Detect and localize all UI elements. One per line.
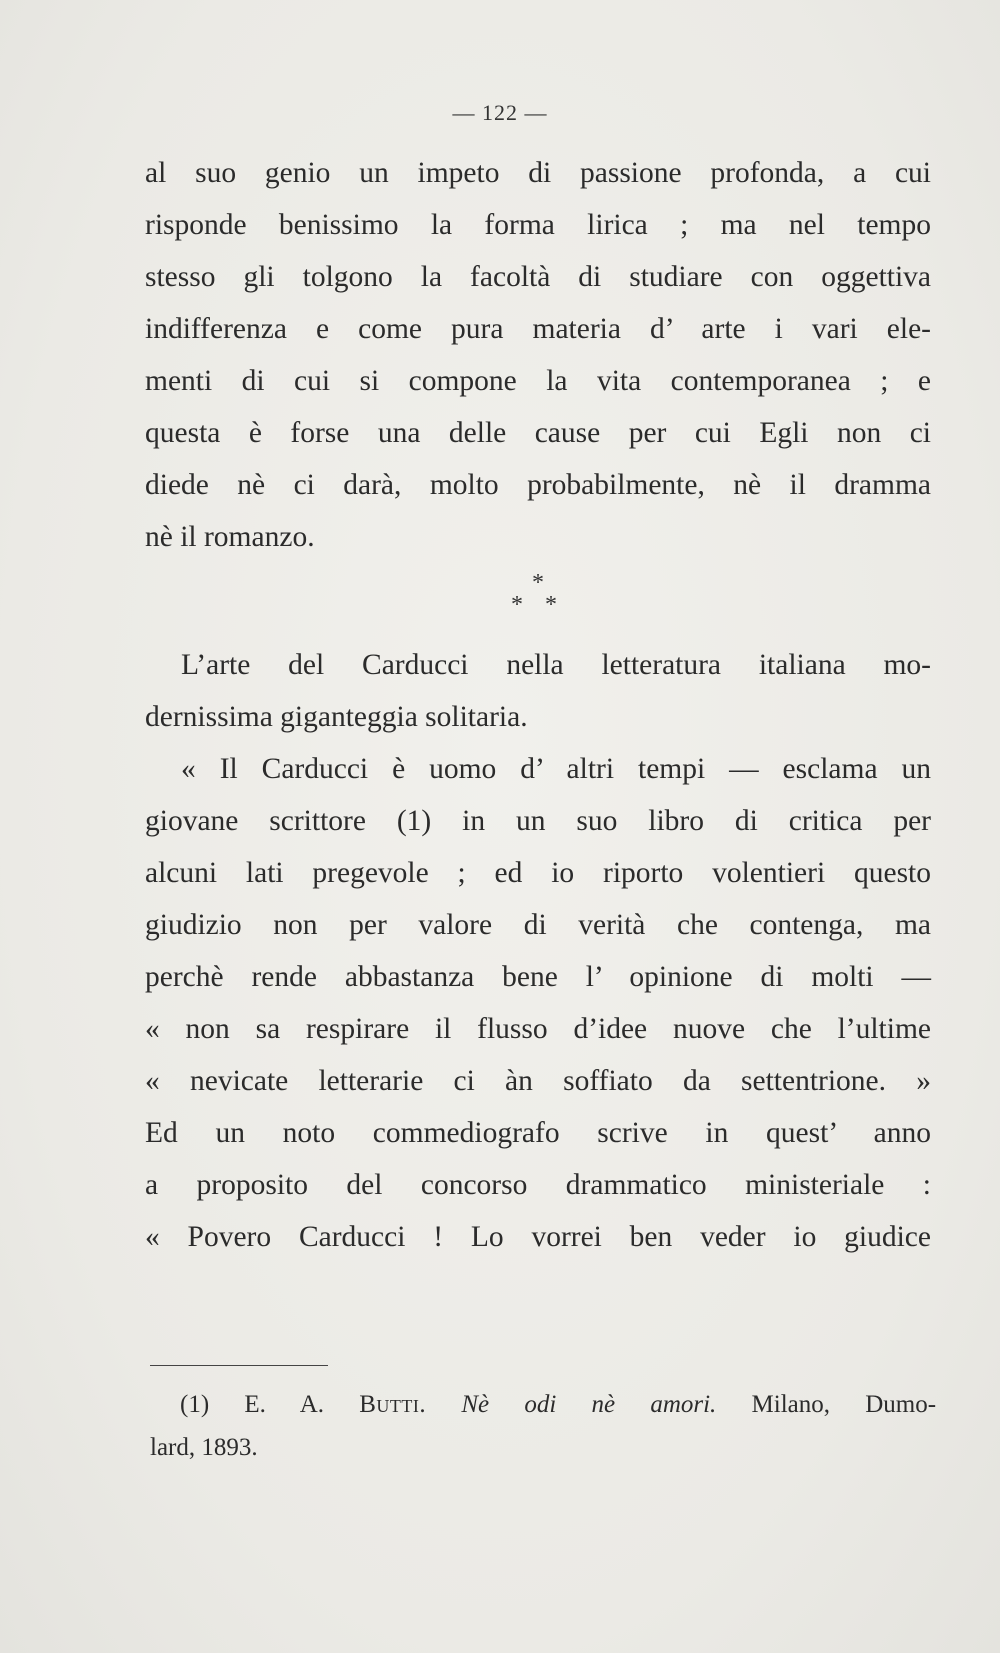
text-line: L’arte del Carducci nella letteratura italiana mo- bbox=[181, 649, 931, 681]
text-line: « Il Carducci è uomo d’ altri tempi — esclama un bbox=[181, 753, 931, 785]
footnote-title: Nè odi nè amori. bbox=[461, 1391, 717, 1418]
asterism-section-break bbox=[145, 571, 931, 631]
text-line: diede nè ci darà, molto probabilmente, nè il dramma bbox=[145, 469, 931, 501]
text-line: « Povero Carducci ! Lo vorrei ben veder io giudice bbox=[145, 1221, 931, 1253]
body-text bbox=[145, 147, 931, 1263]
page-number: — 122 — bbox=[452, 100, 548, 125]
text-line: al suo genio un impeto di passione profonda, a cui bbox=[145, 157, 931, 189]
text-line: questa è forse una delle cause per cui Egli non ci bbox=[145, 417, 931, 449]
footnote-marker: (1) E. A. bbox=[180, 1391, 325, 1418]
text-line: risponde benissimo la forma lirica ; ma nel tempo bbox=[145, 209, 931, 241]
footnote-divider bbox=[150, 1365, 328, 1366]
paragraph-2 bbox=[145, 639, 931, 743]
footnote-imprint: Milano, Dumo- bbox=[751, 1391, 937, 1418]
text-line: giovane scrittore (1) in un suo libro di critica per bbox=[145, 805, 931, 837]
asterism-top: * bbox=[532, 570, 544, 596]
text-line: a proposito del concorso drammatico ministeriale : bbox=[145, 1169, 931, 1201]
text-line: perchè rende abbastanza bene l’ opinione di molti — bbox=[145, 961, 931, 993]
text-line: menti di cui si compone la vita contemporanea ; e bbox=[145, 365, 931, 397]
text-line: « nevicate letterarie ci àn soffiato da settentrione. » bbox=[145, 1065, 931, 1097]
footnote-author: Butti. bbox=[359, 1391, 427, 1418]
text-line: Ed un noto commediografo scrive in quest’ anno bbox=[145, 1117, 931, 1149]
asterism-bottom: * * bbox=[511, 592, 565, 618]
text-line: dernissima giganteggia solitaria. bbox=[145, 701, 528, 733]
text-line: alcuni lati pregevole ; ed io riporto volentieri questo bbox=[145, 857, 931, 889]
paragraph-1 bbox=[145, 147, 931, 563]
text-line: stesso gli tolgono la facoltà di studiare con oggettiva bbox=[145, 261, 931, 293]
footnotes bbox=[150, 1383, 936, 1469]
paragraph-3 bbox=[145, 743, 931, 1263]
footnote-line: lard, 1893. bbox=[150, 1434, 258, 1461]
text-line: giudizio non per valore di verità che contenga, ma bbox=[145, 909, 931, 941]
text-line: « non sa respirare il flusso d’idee nuove che l’ultime bbox=[145, 1013, 931, 1045]
footnote-line bbox=[150, 1383, 936, 1426]
text-line: nè il romanzo. bbox=[145, 521, 315, 553]
text-line: indifferenza e come pura materia d’ arte i vari ele- bbox=[145, 313, 931, 345]
